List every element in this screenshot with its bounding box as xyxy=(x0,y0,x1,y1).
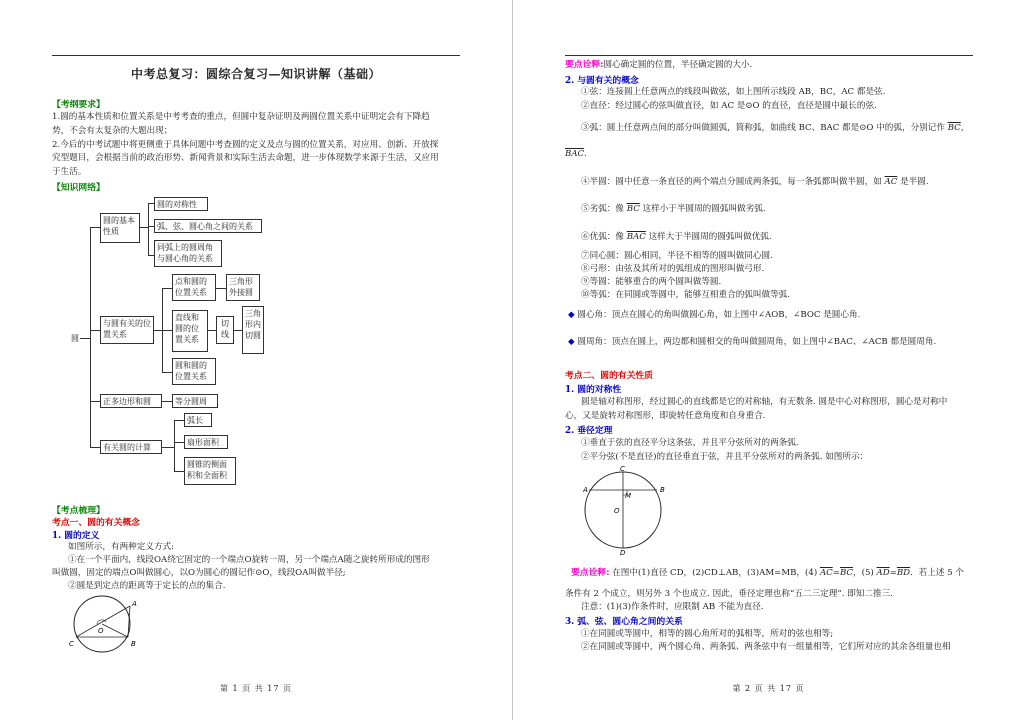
note2-text: ，(5) xyxy=(853,568,874,578)
node-cone-area: 圆锥的侧面积和全面积 xyxy=(184,457,236,485)
concept-minor-arc-text: ⑤劣弧：像 xyxy=(581,204,624,214)
concept-semicircle-end: 是半圆. xyxy=(900,177,929,187)
symmetry-heading: 1. 圆的对称性 xyxy=(565,385,622,395)
concept-equal-circles: ⑨等圆：能够重合的两个圆叫做等圆. xyxy=(581,277,722,287)
symmetry-text: 圆是轴对称图形，经过圆心的直线都是它的对称轴，有无数条. 圆是中心对称图形，圆心是对称中 xyxy=(581,397,948,407)
definition-heading: 1. 圆的定义 xyxy=(52,531,100,541)
concept-chord: ①弦：连接圆上任意两点的线段叫做弦，如上图所示线段 AB，BC，AC 都是弦. xyxy=(581,87,886,97)
connector xyxy=(162,372,172,373)
definition-1b: 叫做圆，固定的端点O叫做圆心，以O为圆心的圆记作⊙O，线段OA叫做半径; xyxy=(52,568,346,578)
node-tangent: 切线 xyxy=(216,316,234,344)
concept-semicircle xyxy=(581,176,929,189)
connector xyxy=(174,442,184,443)
concept-arc-cont xyxy=(565,148,587,161)
concepts-heading: 2. 与圆有关的概念 xyxy=(565,76,639,86)
arc-notation: $\overline{BD}$ xyxy=(896,568,911,578)
concept-arc-period: . xyxy=(584,149,587,159)
connector xyxy=(162,330,172,331)
equals-sign: = xyxy=(889,568,897,578)
node-position-relations: 与圆有关的位置关系 xyxy=(100,316,154,344)
concept-inscribed-angle xyxy=(568,336,936,349)
exam-req-line: 势，不会有太复杂的大题出现； xyxy=(52,126,173,136)
connector xyxy=(90,227,91,448)
node-arc-length: 弧长 xyxy=(184,413,212,427)
connector xyxy=(174,420,175,471)
node-arc-chord-angle: 弧、弦、圆心角之间的关系 xyxy=(154,219,262,233)
concept-concentric: ⑦同心圆：圆心相同，半径不相等的圆叫做同心圆. xyxy=(581,251,773,261)
note2-line2: 条件有 2 个成立，则另外 3 个也成立. 因此，垂径定理也称“五二三定理”. 即知二推三. xyxy=(565,589,893,599)
fig2-label-A: A xyxy=(583,486,588,494)
note2-line3: 注意：(1)(3)作条件时，应限制 AB 不能为直径. xyxy=(581,602,764,612)
node-inscribed-angle: 同弧上的圆周角与圆心角的关系 xyxy=(154,240,222,267)
arc-notation: $\overline{AC}$ xyxy=(819,568,833,578)
fig2-label-C: C xyxy=(620,465,625,473)
connector xyxy=(140,227,148,228)
note2-label: 要点诠释: xyxy=(571,568,610,578)
concept-equal-arcs: ⑩等弧：在同圆或等圆中，能够互相重合的弧叫做等弧. xyxy=(581,290,790,300)
node-point-circle: 点和圆的位置关系 xyxy=(172,274,216,301)
node-circumcircle: 三角形外接圆 xyxy=(226,274,260,301)
relation-heading: 3. 弧、弦、圆心角之间的关系 xyxy=(565,617,683,627)
diamond-bullet-icon: ◆ xyxy=(568,310,575,320)
document-title: 中考总复习：圆综合复习—知识讲解（基础） xyxy=(130,67,381,81)
concept-major-arc xyxy=(581,231,772,244)
arc-notation: $\overline{AC}$ xyxy=(884,177,898,187)
fig1-label-B: B xyxy=(131,640,136,648)
note2-text: ．若上述 5 个 xyxy=(910,568,964,578)
node-line-circle: 直线和圆的位置关系 xyxy=(172,310,208,352)
concept-arc-end: ， xyxy=(960,123,970,133)
perpendicular-2: ②平分弦(不是直径)的直径垂直于弦，并且平分弦所对的两条弧. 如图所示： xyxy=(581,452,869,462)
concept-major-arc-end: 这样大于半圆周的圆弧叫做优弧. xyxy=(648,232,772,242)
node-incircle: 三角形内切圆 xyxy=(242,306,264,354)
connector xyxy=(174,471,184,472)
definition-1: ①在一个平面内，线段OA绕它固定的一个端点O旋转一周，另一个端点A随之旋转所形成的图形 xyxy=(68,555,430,565)
definition-2: ②圆是到定点的距离等于定长的点的集合. xyxy=(68,581,226,591)
fig2-label-D: D xyxy=(620,549,626,556)
circle-figure-1 xyxy=(60,592,150,656)
key-point-2: 考点二、圆的有关性质 xyxy=(565,371,653,381)
connector xyxy=(90,330,100,331)
note-text: 圆心确定圆的位置，半径确定圆的大小. xyxy=(603,60,753,70)
fig2-label-M: M xyxy=(625,492,632,500)
connector xyxy=(162,447,174,448)
diamond-bullet-icon: ◆ xyxy=(568,337,575,347)
concept-minor-arc xyxy=(581,203,766,216)
arc-notation: $\overline{AD}$ xyxy=(876,568,890,578)
page-footer: 第 1 页 共 17 页 xyxy=(220,684,292,693)
exam-req-line: 究型题目，会根据当前的政治形势、新闻背景和实际生活去命题，进一步体现数学来源于生活，又应用 xyxy=(52,153,439,163)
concept-major-arc-text: ⑥优弧：像 xyxy=(581,232,624,242)
exam-req-line: 2.今后的中考试题中将更侧重于具体问题中考查圆的定义及点与圆的位置关系，对应用、创新、开放探 xyxy=(52,140,439,150)
note-label: 要点诠释: xyxy=(565,60,604,70)
circle-figure-2 xyxy=(583,464,673,556)
relation-1: ①在同圆或等圆中，相等的圆心角所对的弧相等，所对的弦也相等; xyxy=(581,629,834,639)
fig2-label-B: B xyxy=(660,486,665,494)
node-circle-circle: 圆和圆的位置关系 xyxy=(172,358,216,385)
connector xyxy=(174,420,184,421)
page-2 xyxy=(513,0,1024,720)
equals-sign: = xyxy=(832,568,840,578)
header-rule xyxy=(52,55,460,56)
exam-req-line: 1.圆的基本性质和位置关系是中考考查的重点，但圆中复杂证明及两圆位置关系中证明定会有下降趋 xyxy=(52,112,430,122)
note2-line xyxy=(571,567,964,580)
arc-notation: $\overline{BAC}$ xyxy=(565,149,585,159)
points-heading: 【考点梳理】 xyxy=(52,506,105,516)
concept-segment: ⑧弓形：由弦及其所对的弧组成的图形叫做弓形. xyxy=(581,264,765,274)
concept-minor-arc-end: 这样小于半圆周的圆弧叫做劣弧. xyxy=(642,204,766,214)
concept-central-angle xyxy=(568,309,860,322)
page-footer: 第 2 页 共 17 页 xyxy=(732,684,805,693)
arc-notation: $\overline{BC}$ xyxy=(839,568,853,578)
node-calculations: 有关圆的计算 xyxy=(100,440,162,454)
note-line xyxy=(565,59,752,72)
node-sector-area: 扇形面积 xyxy=(184,435,228,449)
connector xyxy=(216,288,226,289)
fig2-label-O: O xyxy=(614,507,620,515)
fig1-label-C: C xyxy=(69,640,74,648)
concept-arc-text: ③弧：圆上任意两点间的部分叫做圆弧，简称弧，如曲线 BC、BAC 都是⊙O 中的弧，分别记作 xyxy=(581,123,945,133)
concept-arc xyxy=(581,122,969,135)
exam-req-heading: 【考纲要求】 xyxy=(52,100,105,110)
node-polygon: 正多边形和圆 xyxy=(100,394,162,408)
connector xyxy=(162,401,172,402)
fig1-label-A: A xyxy=(132,600,137,608)
perpendicular-1: ①垂直于弦的直径平分这条弦，并且平分弦所对的两条弧. xyxy=(581,438,799,448)
connector xyxy=(208,330,216,331)
connector xyxy=(80,338,90,339)
node-equal-division: 等分圆周 xyxy=(172,394,218,408)
connector xyxy=(90,447,100,448)
connector xyxy=(234,330,242,331)
arc-notation: $\overline{BC}$ xyxy=(947,123,961,133)
connector xyxy=(90,227,100,228)
symmetry-text: 心，又是旋转对称图形，即旋转任意角度和自身重合. xyxy=(565,411,766,421)
connector xyxy=(154,330,162,331)
node-symmetry: 圆的对称性 xyxy=(154,197,208,211)
node-basic-properties: 圆的基本性质 xyxy=(100,213,140,243)
concept-diameter: ②直径：经过圆心的弦叫做直径，如 AC 是⊙O 的直径，直径是圆中最长的弦. xyxy=(581,101,877,111)
definition-intro: 如图所示，有两种定义方式: xyxy=(68,542,175,552)
connector xyxy=(90,401,100,402)
perpendicular-heading: 2. 垂径定理 xyxy=(565,426,613,436)
concept-semicircle-text: ④半圆：圆中任意一条直径的两个端点分圆成两条弧，每一条弧都叫做半圆，如 xyxy=(581,177,882,187)
network-heading: 【知识网络】 xyxy=(52,183,105,193)
arc-notation: $\overline{BAC}$ xyxy=(626,232,646,242)
note2-text: 在图中(1)直径 CD，(2)CD⊥AB，(3)AM=MB，(4) xyxy=(612,568,818,578)
connector xyxy=(162,288,172,289)
arc-notation: $\overline{BC}$ xyxy=(626,204,640,214)
concept-inscribed-angle-text: 圆周角：顶点在圆上，两边都和圆相交的角叫做圆周角，如上图中∠BAC、∠ACB 都是圆周角. xyxy=(577,337,937,347)
relation-2: ②在同圆或等圆中，两个圆心角、两条弧、两条弦中有一组量相等，它们所对应的其余各组量也相 xyxy=(581,642,951,652)
key-point-1: 考点一、圆的有关概念 xyxy=(52,518,140,528)
header-rule xyxy=(565,55,973,56)
fig1-label-O: O xyxy=(98,627,104,635)
exam-req-line: 于生活。 xyxy=(52,167,87,177)
connector xyxy=(148,203,149,255)
concept-central-angle-text: 圆心角：顶点在圆心的角叫做圆心角，如上图中∠AOB，∠BOC 是圆心角. xyxy=(577,310,861,320)
diagram-root: 圆 xyxy=(71,334,79,343)
